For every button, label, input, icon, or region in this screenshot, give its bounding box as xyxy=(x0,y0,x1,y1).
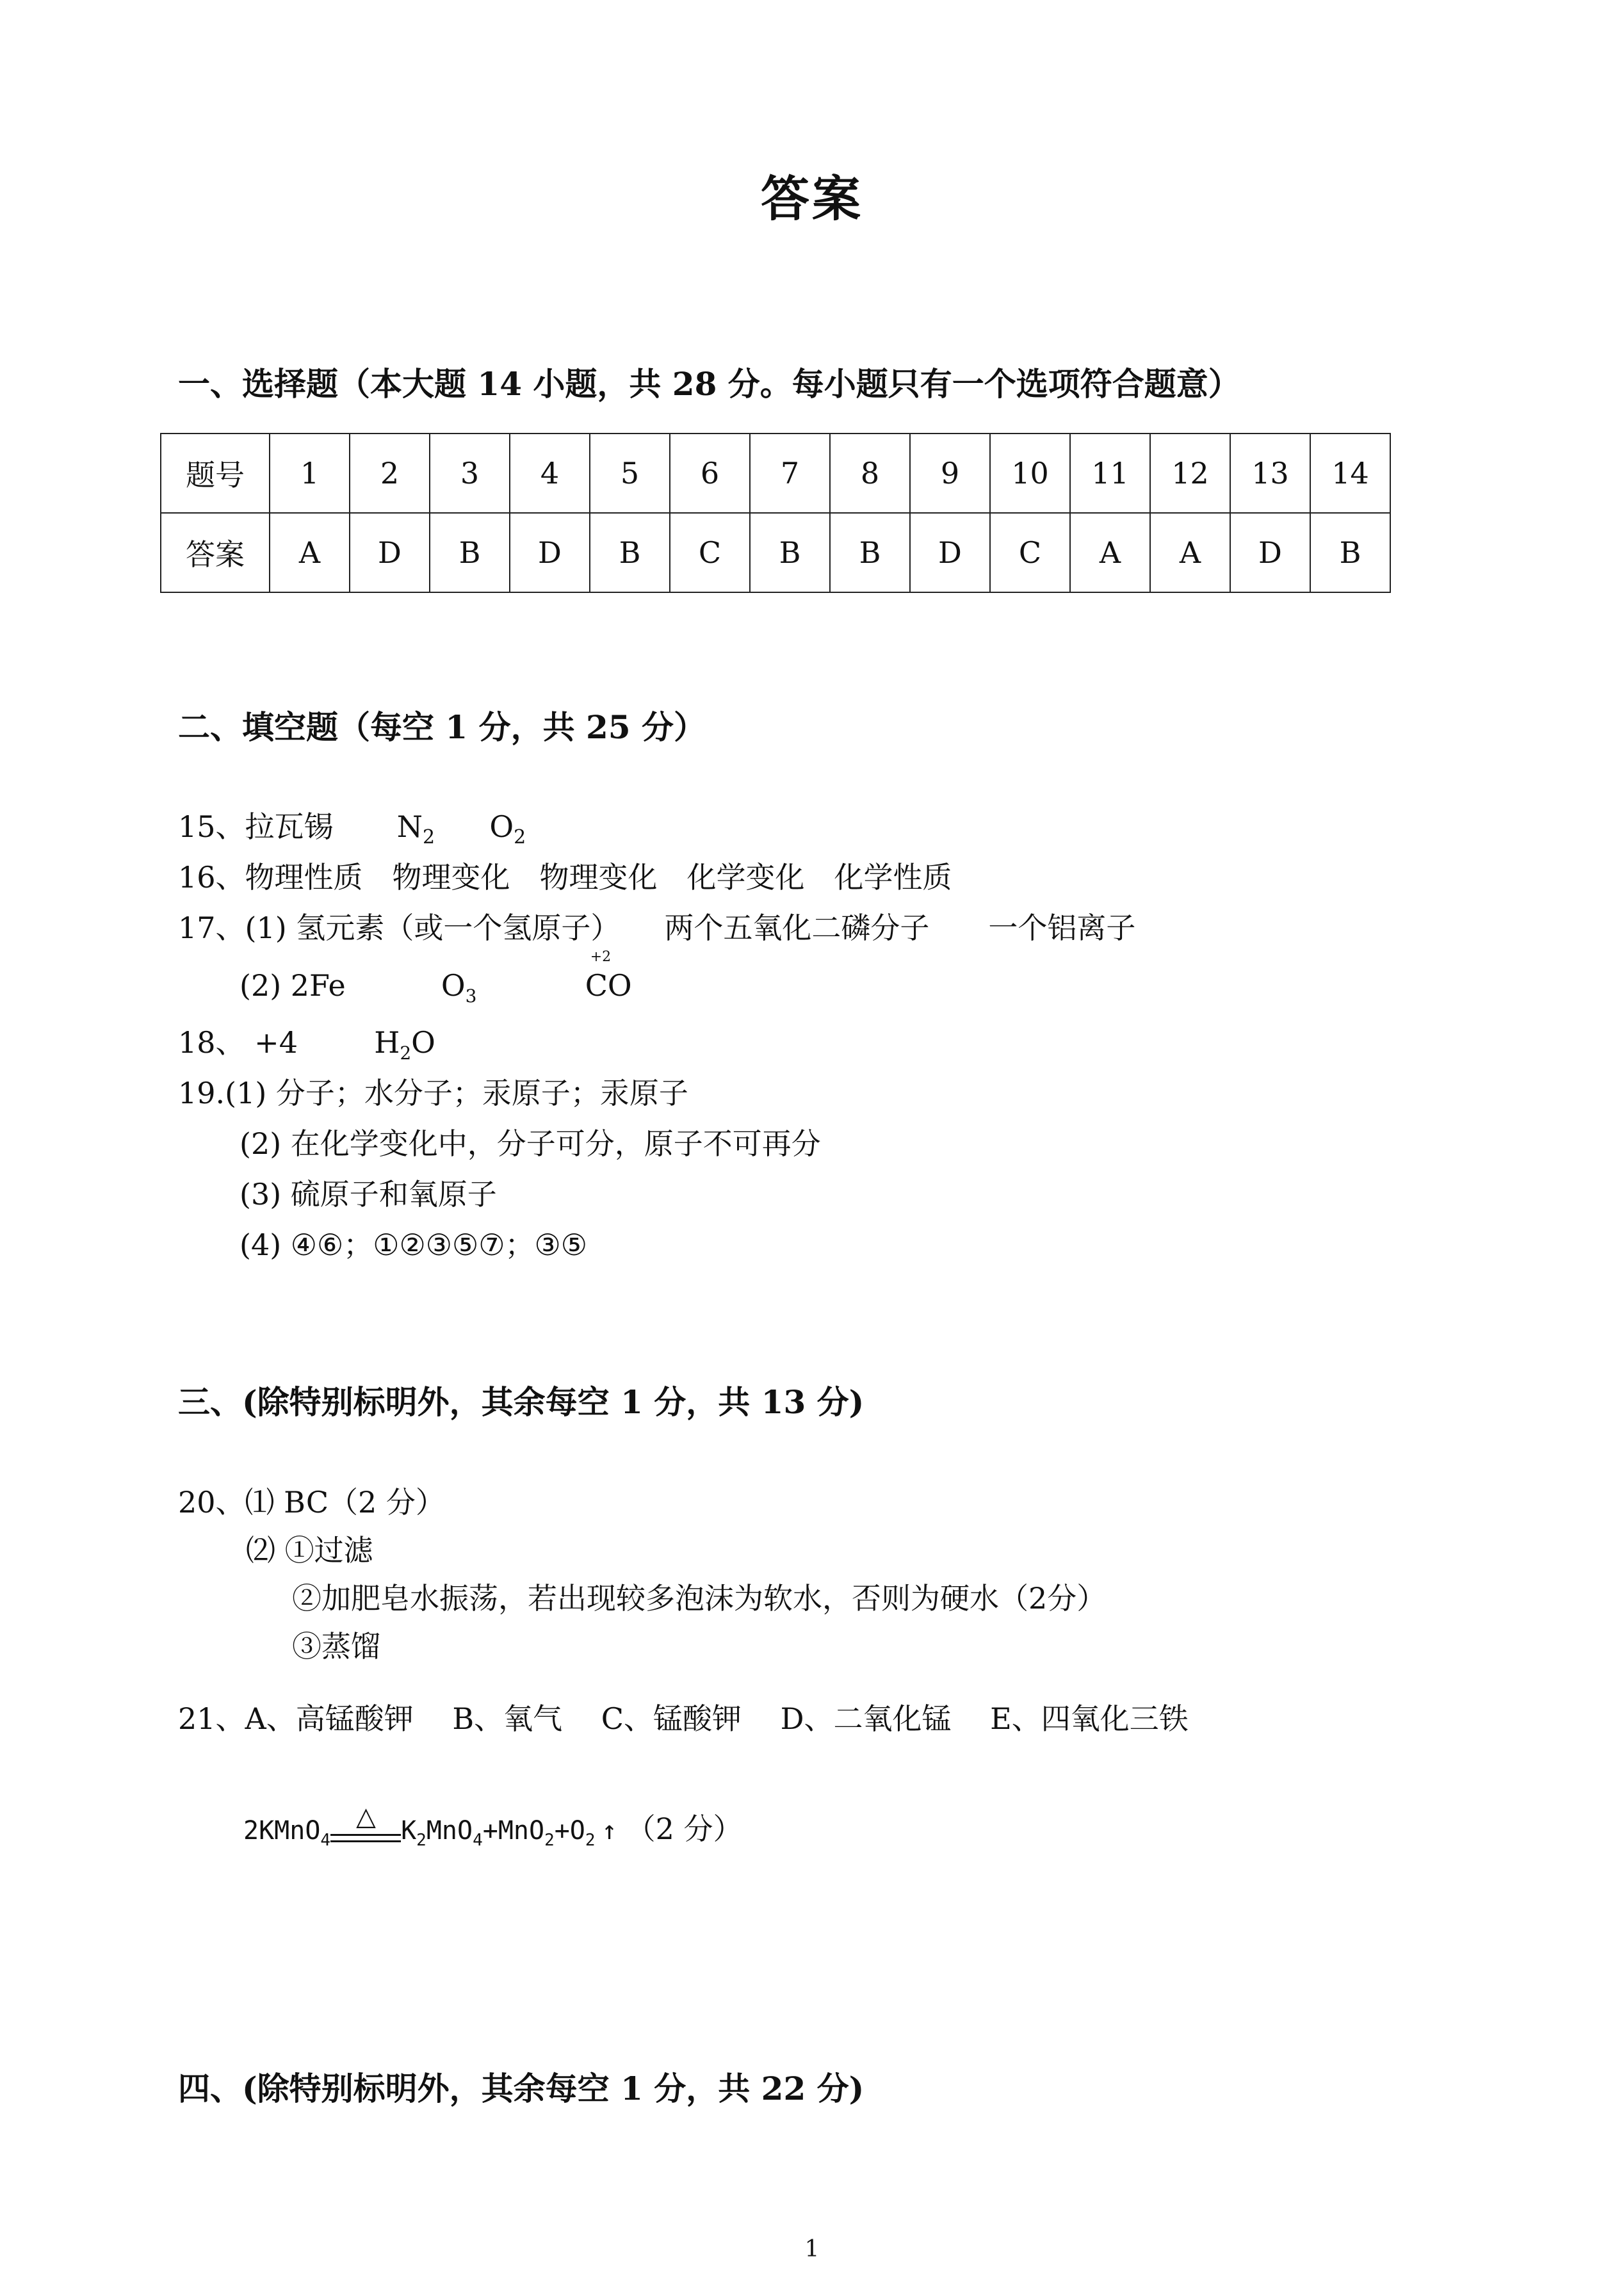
eq-score: （2 分） xyxy=(626,1812,743,1846)
question-number-cell: 6 xyxy=(670,434,750,513)
answer-table xyxy=(160,433,1391,593)
q20-line-3: ②加肥皂水振荡，若出现较多泡沫为软水，否则为硬水（2分） xyxy=(292,1581,1107,1616)
q18-prefix: 18、 +4 xyxy=(178,1025,298,1060)
q15-o2: $O_2$ xyxy=(489,809,526,848)
page-number: 1 xyxy=(804,2236,820,2262)
answer-cell: D xyxy=(1230,513,1310,592)
q21-line-1: 21、A、高锰酸钾 B、氧气 C、锰酸钾 D、二氧化锰 E、四氧化三铁 xyxy=(178,1701,1189,1736)
answer-cell: C xyxy=(990,513,1070,592)
q17-o3: $O_3$ xyxy=(441,968,477,1007)
question-number-cell: 11 xyxy=(1070,434,1150,513)
heat-condition-icon: △ xyxy=(356,1801,376,1831)
answer-cell: C xyxy=(670,513,750,592)
answer-cell: D xyxy=(910,513,990,592)
q15-n2: $N_2$ xyxy=(396,809,435,848)
section-4-heading: 四、(除特别标明外，其余每空 1 分，共 22 分) xyxy=(178,2070,865,2107)
q15-prefix: 15、拉瓦锡 xyxy=(178,809,334,844)
answer-cell: D xyxy=(510,513,590,592)
question-number-cell: 4 xyxy=(510,434,590,513)
q17-line-2 xyxy=(240,949,632,1007)
section-1-heading: 一、选择题（本大题 14 小题，共 28 分。每小题只有一个选项符合题意） xyxy=(178,365,1240,403)
question-number-cell: 1 xyxy=(270,434,350,513)
q19-line-3: (3) 硫原子和氧原子 xyxy=(240,1177,497,1212)
question-number-cell: 14 xyxy=(1310,434,1390,513)
q19-line-2: (2) 在化学变化中，分子可分，原子不可再分 xyxy=(240,1126,821,1161)
q20-line-4: ③蒸馏 xyxy=(292,1629,380,1664)
row-label-numbers: 题号 xyxy=(161,434,270,513)
answer-cell: B xyxy=(1310,513,1390,592)
answer-cell: A xyxy=(1150,513,1230,592)
question-number-cell: 7 xyxy=(750,434,830,513)
answer-cell: A xyxy=(270,513,350,592)
eq-reaction-sign xyxy=(330,1801,401,1849)
answer-cell: B xyxy=(830,513,910,592)
question-number-cell: 8 xyxy=(830,434,910,513)
q17-line-1: 17、(1) 氢元素（或一个氢原子） 两个五氧化二磷分子 一个铝离子 xyxy=(178,911,1136,945)
q19-line-4: (4) ④⑥；①②③⑤⑦；③⑤ xyxy=(240,1228,587,1262)
eq-product-2: +MnO$_2$ xyxy=(482,1816,555,1850)
answer-cell: B xyxy=(590,513,670,592)
q20-line-1: 20、⑴ BC（2 分） xyxy=(178,1485,445,1520)
answer-cell: D xyxy=(350,513,430,592)
q15-line xyxy=(178,804,526,848)
question-number-cell: 5 xyxy=(590,434,670,513)
section-3-heading: 三、(除特别标明外，其余每空 1 分，共 13 分) xyxy=(178,1383,865,1421)
gas-arrow-icon: ↑ xyxy=(601,1816,617,1845)
answer-cell: B xyxy=(430,513,510,592)
q21-equation xyxy=(243,1801,743,1850)
q19-line-1: 19.(1) 分子；水分子；汞原子；汞原子 xyxy=(178,1076,688,1110)
row-label-answers: 答案 xyxy=(161,513,270,592)
eq-reactant: 2KMnO$_4$ xyxy=(243,1816,331,1850)
q17-2fe: (2) 2Fe xyxy=(240,968,346,1003)
question-number-cell: 9 xyxy=(910,434,990,513)
answer-cell: B xyxy=(750,513,830,592)
q20-line-2: ⑵ ①过滤 xyxy=(246,1533,373,1568)
eq-product-1: $K_2MnO_4$ xyxy=(401,1816,483,1850)
section-2-heading: 二、填空题（每空 1 分，共 25 分） xyxy=(178,708,706,746)
q17-co-valence: +2 CO xyxy=(585,949,632,1003)
q18-line xyxy=(178,1019,435,1064)
question-number-cell: 13 xyxy=(1230,434,1310,513)
table-row-answers xyxy=(161,513,1390,592)
question-number-cell: 12 xyxy=(1150,434,1230,513)
answer-cell: A xyxy=(1070,513,1150,592)
question-number-cell: 10 xyxy=(990,434,1070,513)
question-number-cell: 2 xyxy=(350,434,430,513)
eq-product-3: $+O_2$ xyxy=(554,1816,596,1850)
question-number-cell: 3 xyxy=(430,434,510,513)
q18-h2o: $H_2O$ xyxy=(374,1025,435,1064)
table-row-numbers xyxy=(161,434,1390,513)
page-title: 答案 xyxy=(761,170,863,227)
q16-line: 16、物理性质 物理变化 物理变化 化学变化 化学性质 xyxy=(178,860,952,895)
